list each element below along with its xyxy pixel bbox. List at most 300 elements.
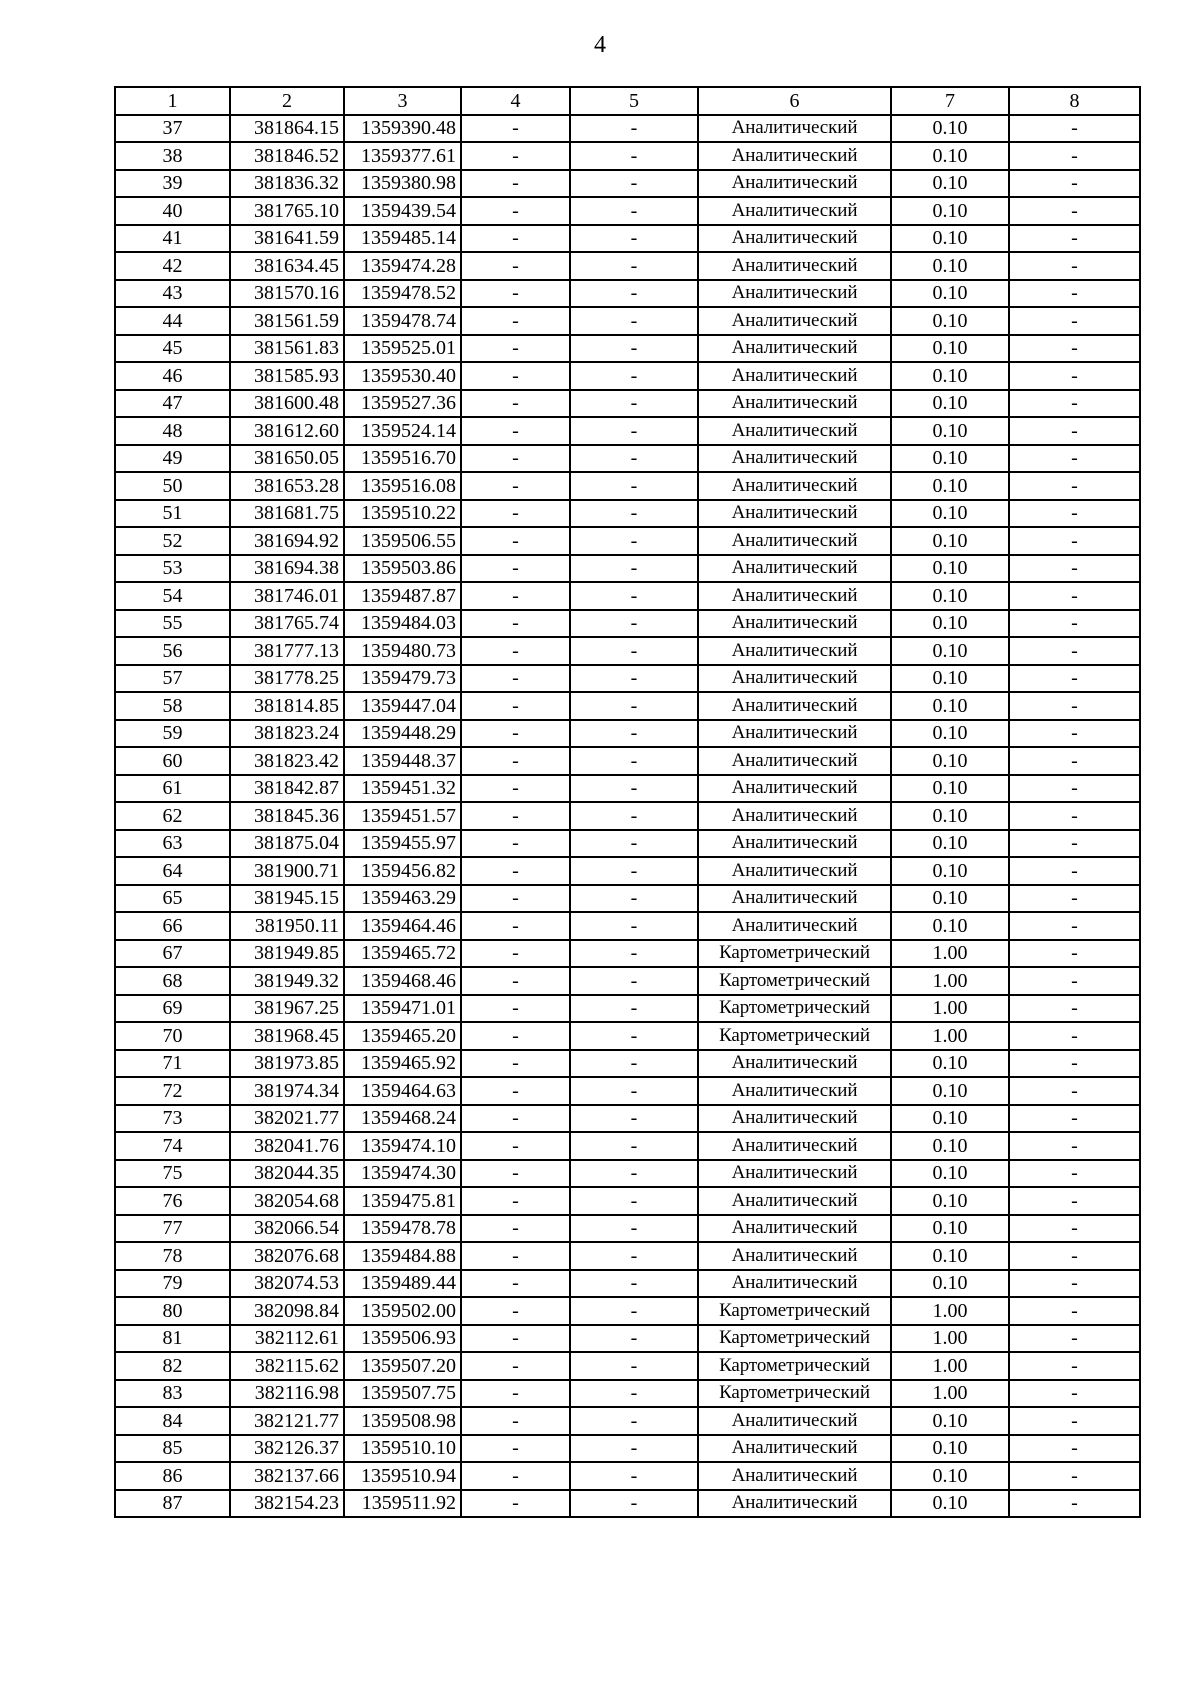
accuracy-cell: 0.10 bbox=[891, 1462, 1009, 1490]
method-cell: Картометрический bbox=[698, 1325, 891, 1353]
method-cell: Аналитический bbox=[698, 142, 891, 170]
accuracy-cell: 0.10 bbox=[891, 225, 1009, 253]
column-8-cell: - bbox=[1009, 252, 1140, 280]
x-coordinate-cell: 382112.61 bbox=[230, 1325, 344, 1353]
accuracy-cell: 0.10 bbox=[891, 417, 1009, 445]
accuracy-cell: 0.10 bbox=[891, 500, 1009, 528]
table-row bbox=[115, 912, 1140, 940]
table-row bbox=[115, 1132, 1140, 1160]
point-number-cell: 70 bbox=[115, 1022, 230, 1050]
table-row bbox=[115, 582, 1140, 610]
method-cell: Аналитический bbox=[698, 912, 891, 940]
y-coordinate-cell: 1359506.93 bbox=[344, 1325, 461, 1353]
column-8-cell: - bbox=[1009, 802, 1140, 830]
accuracy-cell: 1.00 bbox=[891, 1297, 1009, 1325]
x-coordinate-cell: 382041.76 bbox=[230, 1132, 344, 1160]
column-5-cell: - bbox=[570, 1490, 698, 1518]
table-row bbox=[115, 610, 1140, 638]
accuracy-cell: 0.10 bbox=[891, 692, 1009, 720]
table-row bbox=[115, 830, 1140, 858]
accuracy-cell: 0.10 bbox=[891, 665, 1009, 693]
x-coordinate-cell: 381681.75 bbox=[230, 500, 344, 528]
column-5-cell: - bbox=[570, 830, 698, 858]
column-8-cell: - bbox=[1009, 967, 1140, 995]
point-number-cell: 60 bbox=[115, 747, 230, 775]
point-number-cell: 48 bbox=[115, 417, 230, 445]
column-8-cell: - bbox=[1009, 1077, 1140, 1105]
x-coordinate-cell: 381641.59 bbox=[230, 225, 344, 253]
table-row bbox=[115, 1215, 1140, 1243]
method-cell: Аналитический bbox=[698, 197, 891, 225]
point-number-cell: 56 bbox=[115, 637, 230, 665]
y-coordinate-cell: 1359479.73 bbox=[344, 665, 461, 693]
x-coordinate-cell: 381765.10 bbox=[230, 197, 344, 225]
point-number-cell: 62 bbox=[115, 802, 230, 830]
column-8-cell: - bbox=[1009, 1160, 1140, 1188]
column-8-cell: - bbox=[1009, 995, 1140, 1023]
accuracy-cell: 0.10 bbox=[891, 1215, 1009, 1243]
accuracy-cell: 0.10 bbox=[891, 1050, 1009, 1078]
point-number-cell: 40 bbox=[115, 197, 230, 225]
accuracy-cell: 0.10 bbox=[891, 170, 1009, 198]
table-row bbox=[115, 802, 1140, 830]
point-number-cell: 64 bbox=[115, 857, 230, 885]
x-coordinate-cell: 381967.25 bbox=[230, 995, 344, 1023]
column-5-cell: - bbox=[570, 1105, 698, 1133]
x-coordinate-cell: 381653.28 bbox=[230, 472, 344, 500]
x-coordinate-cell: 382115.62 bbox=[230, 1352, 344, 1380]
x-coordinate-cell: 382044.35 bbox=[230, 1160, 344, 1188]
x-coordinate-cell: 381777.13 bbox=[230, 637, 344, 665]
column-4-cell: - bbox=[461, 1077, 570, 1105]
accuracy-cell: 0.10 bbox=[891, 1187, 1009, 1215]
column-8-cell: - bbox=[1009, 1462, 1140, 1490]
column-8-cell: - bbox=[1009, 225, 1140, 253]
x-coordinate-cell: 381823.42 bbox=[230, 747, 344, 775]
method-cell: Аналитический bbox=[698, 692, 891, 720]
column-5-cell: - bbox=[570, 225, 698, 253]
column-header: 4 bbox=[461, 87, 570, 115]
column-5-cell: - bbox=[570, 362, 698, 390]
y-coordinate-cell: 1359380.98 bbox=[344, 170, 461, 198]
accuracy-cell: 0.10 bbox=[891, 720, 1009, 748]
column-8-cell: - bbox=[1009, 582, 1140, 610]
y-coordinate-cell: 1359506.55 bbox=[344, 527, 461, 555]
y-coordinate-cell: 1359510.10 bbox=[344, 1435, 461, 1463]
column-5-cell: - bbox=[570, 940, 698, 968]
column-4-cell: - bbox=[461, 555, 570, 583]
point-number-cell: 65 bbox=[115, 885, 230, 913]
table-row bbox=[115, 115, 1140, 143]
column-4-cell: - bbox=[461, 637, 570, 665]
table-row bbox=[115, 692, 1140, 720]
y-coordinate-cell: 1359510.22 bbox=[344, 500, 461, 528]
accuracy-cell: 0.10 bbox=[891, 775, 1009, 803]
accuracy-cell: 0.10 bbox=[891, 555, 1009, 583]
point-number-cell: 86 bbox=[115, 1462, 230, 1490]
y-coordinate-cell: 1359525.01 bbox=[344, 335, 461, 363]
column-5-cell: - bbox=[570, 967, 698, 995]
accuracy-cell: 0.10 bbox=[891, 142, 1009, 170]
point-number-cell: 46 bbox=[115, 362, 230, 390]
method-cell: Картометрический bbox=[698, 1380, 891, 1408]
y-coordinate-cell: 1359489.44 bbox=[344, 1270, 461, 1298]
method-cell: Аналитический bbox=[698, 747, 891, 775]
x-coordinate-cell: 382121.77 bbox=[230, 1407, 344, 1435]
y-coordinate-cell: 1359390.48 bbox=[344, 115, 461, 143]
column-4-cell: - bbox=[461, 1490, 570, 1518]
column-5-cell: - bbox=[570, 720, 698, 748]
column-4-cell: - bbox=[461, 170, 570, 198]
point-number-cell: 45 bbox=[115, 335, 230, 363]
y-coordinate-cell: 1359511.92 bbox=[344, 1490, 461, 1518]
column-5-cell: - bbox=[570, 1407, 698, 1435]
accuracy-cell: 0.10 bbox=[891, 747, 1009, 775]
accuracy-cell: 0.10 bbox=[891, 857, 1009, 885]
accuracy-cell: 1.00 bbox=[891, 967, 1009, 995]
column-4-cell: - bbox=[461, 225, 570, 253]
column-8-cell: - bbox=[1009, 885, 1140, 913]
column-header: 2 bbox=[230, 87, 344, 115]
table-row bbox=[115, 857, 1140, 885]
method-cell: Аналитический bbox=[698, 885, 891, 913]
y-coordinate-cell: 1359465.20 bbox=[344, 1022, 461, 1050]
table-header-row bbox=[115, 87, 1140, 115]
column-4-cell: - bbox=[461, 527, 570, 555]
point-number-cell: 38 bbox=[115, 142, 230, 170]
column-5-cell: - bbox=[570, 1050, 698, 1078]
point-number-cell: 79 bbox=[115, 1270, 230, 1298]
accuracy-cell: 0.10 bbox=[891, 1132, 1009, 1160]
column-5-cell: - bbox=[570, 1352, 698, 1380]
column-5-cell: - bbox=[570, 555, 698, 583]
point-number-cell: 52 bbox=[115, 527, 230, 555]
column-4-cell: - bbox=[461, 1132, 570, 1160]
table-row bbox=[115, 445, 1140, 473]
method-cell: Аналитический bbox=[698, 1270, 891, 1298]
column-8-cell: - bbox=[1009, 1132, 1140, 1160]
column-4-cell: - bbox=[461, 472, 570, 500]
x-coordinate-cell: 381814.85 bbox=[230, 692, 344, 720]
accuracy-cell: 0.10 bbox=[891, 1242, 1009, 1270]
column-5-cell: - bbox=[570, 1435, 698, 1463]
y-coordinate-cell: 1359527.36 bbox=[344, 390, 461, 418]
x-coordinate-cell: 381846.52 bbox=[230, 142, 344, 170]
column-5-cell: - bbox=[570, 1160, 698, 1188]
x-coordinate-cell: 381561.83 bbox=[230, 335, 344, 363]
point-number-cell: 55 bbox=[115, 610, 230, 638]
column-5-cell: - bbox=[570, 472, 698, 500]
column-5-cell: - bbox=[570, 802, 698, 830]
column-8-cell: - bbox=[1009, 417, 1140, 445]
column-5-cell: - bbox=[570, 197, 698, 225]
accuracy-cell: 0.10 bbox=[891, 802, 1009, 830]
column-5-cell: - bbox=[570, 335, 698, 363]
method-cell: Аналитический bbox=[698, 307, 891, 335]
column-header: 1 bbox=[115, 87, 230, 115]
column-8-cell: - bbox=[1009, 637, 1140, 665]
column-8-cell: - bbox=[1009, 1242, 1140, 1270]
point-number-cell: 39 bbox=[115, 170, 230, 198]
column-4-cell: - bbox=[461, 500, 570, 528]
table-row bbox=[115, 280, 1140, 308]
column-8-cell: - bbox=[1009, 1215, 1140, 1243]
table-row bbox=[115, 1352, 1140, 1380]
point-number-cell: 69 bbox=[115, 995, 230, 1023]
column-5-cell: - bbox=[570, 527, 698, 555]
y-coordinate-cell: 1359377.61 bbox=[344, 142, 461, 170]
method-cell: Аналитический bbox=[698, 1407, 891, 1435]
table-row bbox=[115, 885, 1140, 913]
point-number-cell: 66 bbox=[115, 912, 230, 940]
table-row bbox=[115, 720, 1140, 748]
accuracy-cell: 0.10 bbox=[891, 280, 1009, 308]
y-coordinate-cell: 1359463.29 bbox=[344, 885, 461, 913]
method-cell: Аналитический bbox=[698, 1242, 891, 1270]
y-coordinate-cell: 1359451.57 bbox=[344, 802, 461, 830]
column-5-cell: - bbox=[570, 1242, 698, 1270]
table-row bbox=[115, 995, 1140, 1023]
x-coordinate-cell: 381968.45 bbox=[230, 1022, 344, 1050]
table-row bbox=[115, 1490, 1140, 1518]
method-cell: Аналитический bbox=[698, 637, 891, 665]
y-coordinate-cell: 1359516.08 bbox=[344, 472, 461, 500]
column-4-cell: - bbox=[461, 1187, 570, 1215]
x-coordinate-cell: 381949.32 bbox=[230, 967, 344, 995]
table-row bbox=[115, 335, 1140, 363]
y-coordinate-cell: 1359474.30 bbox=[344, 1160, 461, 1188]
column-8-cell: - bbox=[1009, 1297, 1140, 1325]
x-coordinate-cell: 381612.60 bbox=[230, 417, 344, 445]
y-coordinate-cell: 1359484.03 bbox=[344, 610, 461, 638]
method-cell: Аналитический bbox=[698, 665, 891, 693]
point-number-cell: 58 bbox=[115, 692, 230, 720]
accuracy-cell: 0.10 bbox=[891, 527, 1009, 555]
table-row bbox=[115, 142, 1140, 170]
accuracy-cell: 1.00 bbox=[891, 1325, 1009, 1353]
y-coordinate-cell: 1359484.88 bbox=[344, 1242, 461, 1270]
x-coordinate-cell: 381650.05 bbox=[230, 445, 344, 473]
y-coordinate-cell: 1359464.63 bbox=[344, 1077, 461, 1105]
table-row bbox=[115, 1380, 1140, 1408]
point-number-cell: 72 bbox=[115, 1077, 230, 1105]
column-8-cell: - bbox=[1009, 390, 1140, 418]
column-8-cell: - bbox=[1009, 1325, 1140, 1353]
y-coordinate-cell: 1359465.72 bbox=[344, 940, 461, 968]
table-row bbox=[115, 252, 1140, 280]
column-5-cell: - bbox=[570, 775, 698, 803]
column-4-cell: - bbox=[461, 885, 570, 913]
point-number-cell: 81 bbox=[115, 1325, 230, 1353]
accuracy-cell: 0.10 bbox=[891, 1105, 1009, 1133]
column-8-cell: - bbox=[1009, 1435, 1140, 1463]
method-cell: Аналитический bbox=[698, 775, 891, 803]
table-row bbox=[115, 1160, 1140, 1188]
y-coordinate-cell: 1359474.10 bbox=[344, 1132, 461, 1160]
column-4-cell: - bbox=[461, 1242, 570, 1270]
column-8-cell: - bbox=[1009, 1407, 1140, 1435]
column-8-cell: - bbox=[1009, 500, 1140, 528]
column-8-cell: - bbox=[1009, 1490, 1140, 1518]
table-row bbox=[115, 775, 1140, 803]
column-4-cell: - bbox=[461, 857, 570, 885]
point-number-cell: 51 bbox=[115, 500, 230, 528]
column-4-cell: - bbox=[461, 362, 570, 390]
point-number-cell: 76 bbox=[115, 1187, 230, 1215]
table-row bbox=[115, 1050, 1140, 1078]
column-4-cell: - bbox=[461, 967, 570, 995]
column-8-cell: - bbox=[1009, 472, 1140, 500]
point-number-cell: 87 bbox=[115, 1490, 230, 1518]
method-cell: Аналитический bbox=[698, 610, 891, 638]
column-4-cell: - bbox=[461, 995, 570, 1023]
column-8-cell: - bbox=[1009, 1380, 1140, 1408]
y-coordinate-cell: 1359524.14 bbox=[344, 417, 461, 445]
method-cell: Аналитический bbox=[698, 802, 891, 830]
table-row bbox=[115, 1105, 1140, 1133]
column-4-cell: - bbox=[461, 582, 570, 610]
column-4-cell: - bbox=[461, 775, 570, 803]
column-5-cell: - bbox=[570, 1325, 698, 1353]
column-4-cell: - bbox=[461, 280, 570, 308]
x-coordinate-cell: 381875.04 bbox=[230, 830, 344, 858]
column-5-cell: - bbox=[570, 417, 698, 445]
column-8-cell: - bbox=[1009, 720, 1140, 748]
point-number-cell: 68 bbox=[115, 967, 230, 995]
x-coordinate-cell: 381949.85 bbox=[230, 940, 344, 968]
table-row bbox=[115, 170, 1140, 198]
method-cell: Аналитический bbox=[698, 390, 891, 418]
accuracy-cell: 0.10 bbox=[891, 637, 1009, 665]
point-number-cell: 44 bbox=[115, 307, 230, 335]
x-coordinate-cell: 382076.68 bbox=[230, 1242, 344, 1270]
accuracy-cell: 0.10 bbox=[891, 390, 1009, 418]
column-8-cell: - bbox=[1009, 142, 1140, 170]
accuracy-cell: 0.10 bbox=[891, 445, 1009, 473]
point-number-cell: 83 bbox=[115, 1380, 230, 1408]
point-number-cell: 84 bbox=[115, 1407, 230, 1435]
column-5-cell: - bbox=[570, 692, 698, 720]
column-8-cell: - bbox=[1009, 940, 1140, 968]
method-cell: Аналитический bbox=[698, 1105, 891, 1133]
column-4-cell: - bbox=[461, 335, 570, 363]
x-coordinate-cell: 382116.98 bbox=[230, 1380, 344, 1408]
y-coordinate-cell: 1359503.86 bbox=[344, 555, 461, 583]
table-body bbox=[115, 115, 1140, 1518]
table-row bbox=[115, 1077, 1140, 1105]
column-4-cell: - bbox=[461, 197, 570, 225]
x-coordinate-cell: 381945.15 bbox=[230, 885, 344, 913]
accuracy-cell: 0.10 bbox=[891, 610, 1009, 638]
accuracy-cell: 1.00 bbox=[891, 1380, 1009, 1408]
coordinates-table bbox=[114, 86, 1141, 1518]
x-coordinate-cell: 382098.84 bbox=[230, 1297, 344, 1325]
point-number-cell: 82 bbox=[115, 1352, 230, 1380]
column-5-cell: - bbox=[570, 1462, 698, 1490]
table-row bbox=[115, 555, 1140, 583]
x-coordinate-cell: 381634.45 bbox=[230, 252, 344, 280]
y-coordinate-cell: 1359502.00 bbox=[344, 1297, 461, 1325]
x-coordinate-cell: 382137.66 bbox=[230, 1462, 344, 1490]
page-number: 4 bbox=[594, 32, 606, 58]
table-row bbox=[115, 527, 1140, 555]
column-5-cell: - bbox=[570, 665, 698, 693]
column-5-cell: - bbox=[570, 1187, 698, 1215]
column-5-cell: - bbox=[570, 1077, 698, 1105]
table-row bbox=[115, 1022, 1140, 1050]
column-8-cell: - bbox=[1009, 692, 1140, 720]
column-4-cell: - bbox=[461, 940, 570, 968]
point-number-cell: 75 bbox=[115, 1160, 230, 1188]
table-row bbox=[115, 1297, 1140, 1325]
column-5-cell: - bbox=[570, 1270, 698, 1298]
column-4-cell: - bbox=[461, 1462, 570, 1490]
point-number-cell: 53 bbox=[115, 555, 230, 583]
column-8-cell: - bbox=[1009, 1270, 1140, 1298]
y-coordinate-cell: 1359478.52 bbox=[344, 280, 461, 308]
x-coordinate-cell: 381823.24 bbox=[230, 720, 344, 748]
y-coordinate-cell: 1359448.29 bbox=[344, 720, 461, 748]
method-cell: Аналитический bbox=[698, 582, 891, 610]
method-cell: Аналитический bbox=[698, 115, 891, 143]
column-4-cell: - bbox=[461, 445, 570, 473]
method-cell: Аналитический bbox=[698, 170, 891, 198]
method-cell: Аналитический bbox=[698, 280, 891, 308]
table-row bbox=[115, 665, 1140, 693]
x-coordinate-cell: 381845.36 bbox=[230, 802, 344, 830]
y-coordinate-cell: 1359448.37 bbox=[344, 747, 461, 775]
method-cell: Аналитический bbox=[698, 1132, 891, 1160]
x-coordinate-cell: 382021.77 bbox=[230, 1105, 344, 1133]
table-row bbox=[115, 225, 1140, 253]
x-coordinate-cell: 382066.54 bbox=[230, 1215, 344, 1243]
method-cell: Аналитический bbox=[698, 500, 891, 528]
column-5-cell: - bbox=[570, 885, 698, 913]
column-4-cell: - bbox=[461, 1160, 570, 1188]
y-coordinate-cell: 1359439.54 bbox=[344, 197, 461, 225]
column-4-cell: - bbox=[461, 1050, 570, 1078]
x-coordinate-cell: 381900.71 bbox=[230, 857, 344, 885]
point-number-cell: 54 bbox=[115, 582, 230, 610]
column-4-cell: - bbox=[461, 665, 570, 693]
column-5-cell: - bbox=[570, 582, 698, 610]
column-header: 3 bbox=[344, 87, 461, 115]
column-4-cell: - bbox=[461, 390, 570, 418]
table-row bbox=[115, 940, 1140, 968]
point-number-cell: 71 bbox=[115, 1050, 230, 1078]
column-header: 6 bbox=[698, 87, 891, 115]
column-5-cell: - bbox=[570, 280, 698, 308]
accuracy-cell: 0.10 bbox=[891, 1077, 1009, 1105]
column-4-cell: - bbox=[461, 610, 570, 638]
method-cell: Аналитический bbox=[698, 1490, 891, 1518]
x-coordinate-cell: 381950.11 bbox=[230, 912, 344, 940]
y-coordinate-cell: 1359530.40 bbox=[344, 362, 461, 390]
x-coordinate-cell: 381600.48 bbox=[230, 390, 344, 418]
column-5-cell: - bbox=[570, 307, 698, 335]
point-number-cell: 50 bbox=[115, 472, 230, 500]
y-coordinate-cell: 1359507.20 bbox=[344, 1352, 461, 1380]
column-8-cell: - bbox=[1009, 335, 1140, 363]
column-8-cell: - bbox=[1009, 830, 1140, 858]
accuracy-cell: 0.10 bbox=[891, 1407, 1009, 1435]
table-row bbox=[115, 500, 1140, 528]
x-coordinate-cell: 381842.87 bbox=[230, 775, 344, 803]
accuracy-cell: 0.10 bbox=[891, 912, 1009, 940]
y-coordinate-cell: 1359464.46 bbox=[344, 912, 461, 940]
column-8-cell: - bbox=[1009, 445, 1140, 473]
method-cell: Аналитический bbox=[698, 1462, 891, 1490]
